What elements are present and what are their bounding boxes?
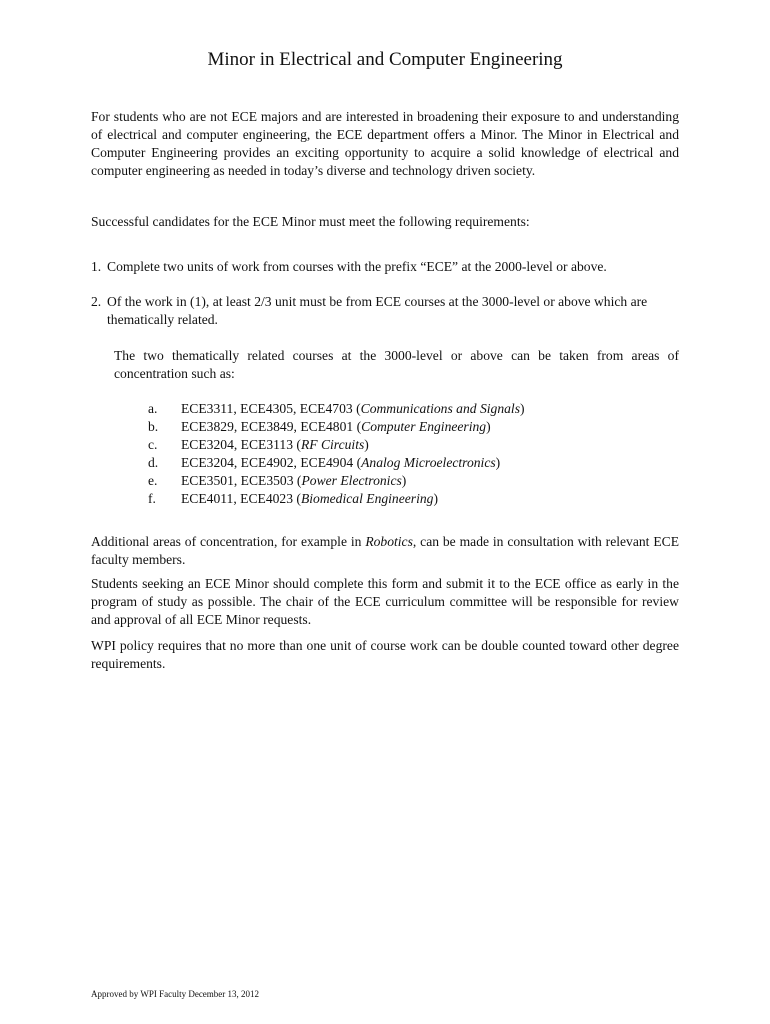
requirements-intro: Successful candidates for the ECE Minor must meet the following requirements: — [91, 214, 530, 229]
area-name: Power Electronics — [301, 473, 402, 488]
list-item: e. ECE3501, ECE3503 (Power Electronics) — [148, 473, 407, 488]
requirement-item — [91, 293, 679, 329]
list-marker: a. — [148, 401, 158, 416]
list-item: c. ECE3204, ECE3113 (RF Circuits) — [148, 437, 369, 452]
list-marker: e. — [148, 473, 158, 488]
area-name: Analog Microelectronics — [361, 455, 496, 470]
approval-footer: Approved by WPI Faculty December 13, 2012 — [91, 989, 260, 999]
additional-text-after: , can be made in consultation with relevant ECE faculty members. — [91, 534, 679, 567]
requirement-number: 1. — [91, 259, 102, 274]
intro-paragraph: For students who are not ECE majors and are interested in broadening their exposure to and understanding of electrical and computer engineering, the ECE department offers a Minor. The Minor in Electrical and Computer Engineering provides an exciting opportunity to acquire a solid knowledge of electrical and computer engineering as needed in today’s diverse and technology driven society. — [91, 109, 679, 178]
area-name: Communications and Signals — [360, 401, 520, 416]
area-courses: ECE3204, ECE3113 — [181, 437, 294, 452]
additional-text-before: Additional areas of concentration, for example in — [91, 534, 366, 549]
page-title: Minor in Electrical and Computer Engineering — [207, 49, 563, 70]
additional-paragraph — [91, 533, 679, 569]
requirement-number: 2. — [91, 294, 102, 309]
list-item: f. ECE4011, ECE4023 (Biomedical Engineering) — [148, 491, 438, 506]
list-marker: c. — [148, 437, 158, 452]
additional-emphasis: Robotics — [365, 534, 413, 549]
area-courses: ECE3311, ECE4305, ECE4703 — [181, 401, 353, 416]
policy-paragraph: WPI policy requires that no more than one unit of course work can be double counted toward other degree requirements. — [91, 638, 679, 671]
concentration-list — [148, 400, 525, 508]
seeking-paragraph: Students seeking an ECE Minor should complete this form and submit it to the ECE office as early in the program of study as possible. The chair of the ECE curriculum committee will be responsible for review and approval of all ECE Minor requests. — [91, 576, 679, 627]
area-name: RF Circuits — [300, 437, 365, 452]
list-marker: d. — [148, 455, 159, 470]
list-item: a. ECE3311, ECE4305, ECE4703 (Communications and Signals) — [148, 401, 525, 416]
area-name: Biomedical Engineering — [300, 491, 434, 506]
area-courses: ECE3204, ECE4902, ECE4904 — [181, 455, 354, 470]
area-courses: ECE4011, ECE4023 — [181, 491, 294, 506]
area-courses: ECE3829, ECE3849, ECE4801 — [181, 419, 354, 434]
requirement-item — [91, 258, 679, 276]
area-name: Computer Engineering — [361, 419, 487, 434]
list-marker: b. — [148, 419, 159, 434]
area-courses: ECE3501, ECE3503 — [181, 473, 294, 488]
requirement-text: Complete two units of work from courses with the prefix “ECE” at the 2000-level or above. — [107, 259, 607, 274]
concentration-intro: The two thematically related courses at the 3000-level or above can be taken from areas of concentration such as: — [114, 348, 679, 381]
requirement-text: Of the work in (1), at least 2/3 unit must be from ECE courses at the 3000-level or above which are thematically related. — [107, 294, 648, 327]
list-item: d. ECE3204, ECE4902, ECE4904 (Analog Microelectronics) — [148, 455, 501, 470]
list-item: b. ECE3829, ECE3849, ECE4801 (Computer Engineering) — [148, 419, 491, 434]
list-marker: f. — [148, 491, 156, 506]
